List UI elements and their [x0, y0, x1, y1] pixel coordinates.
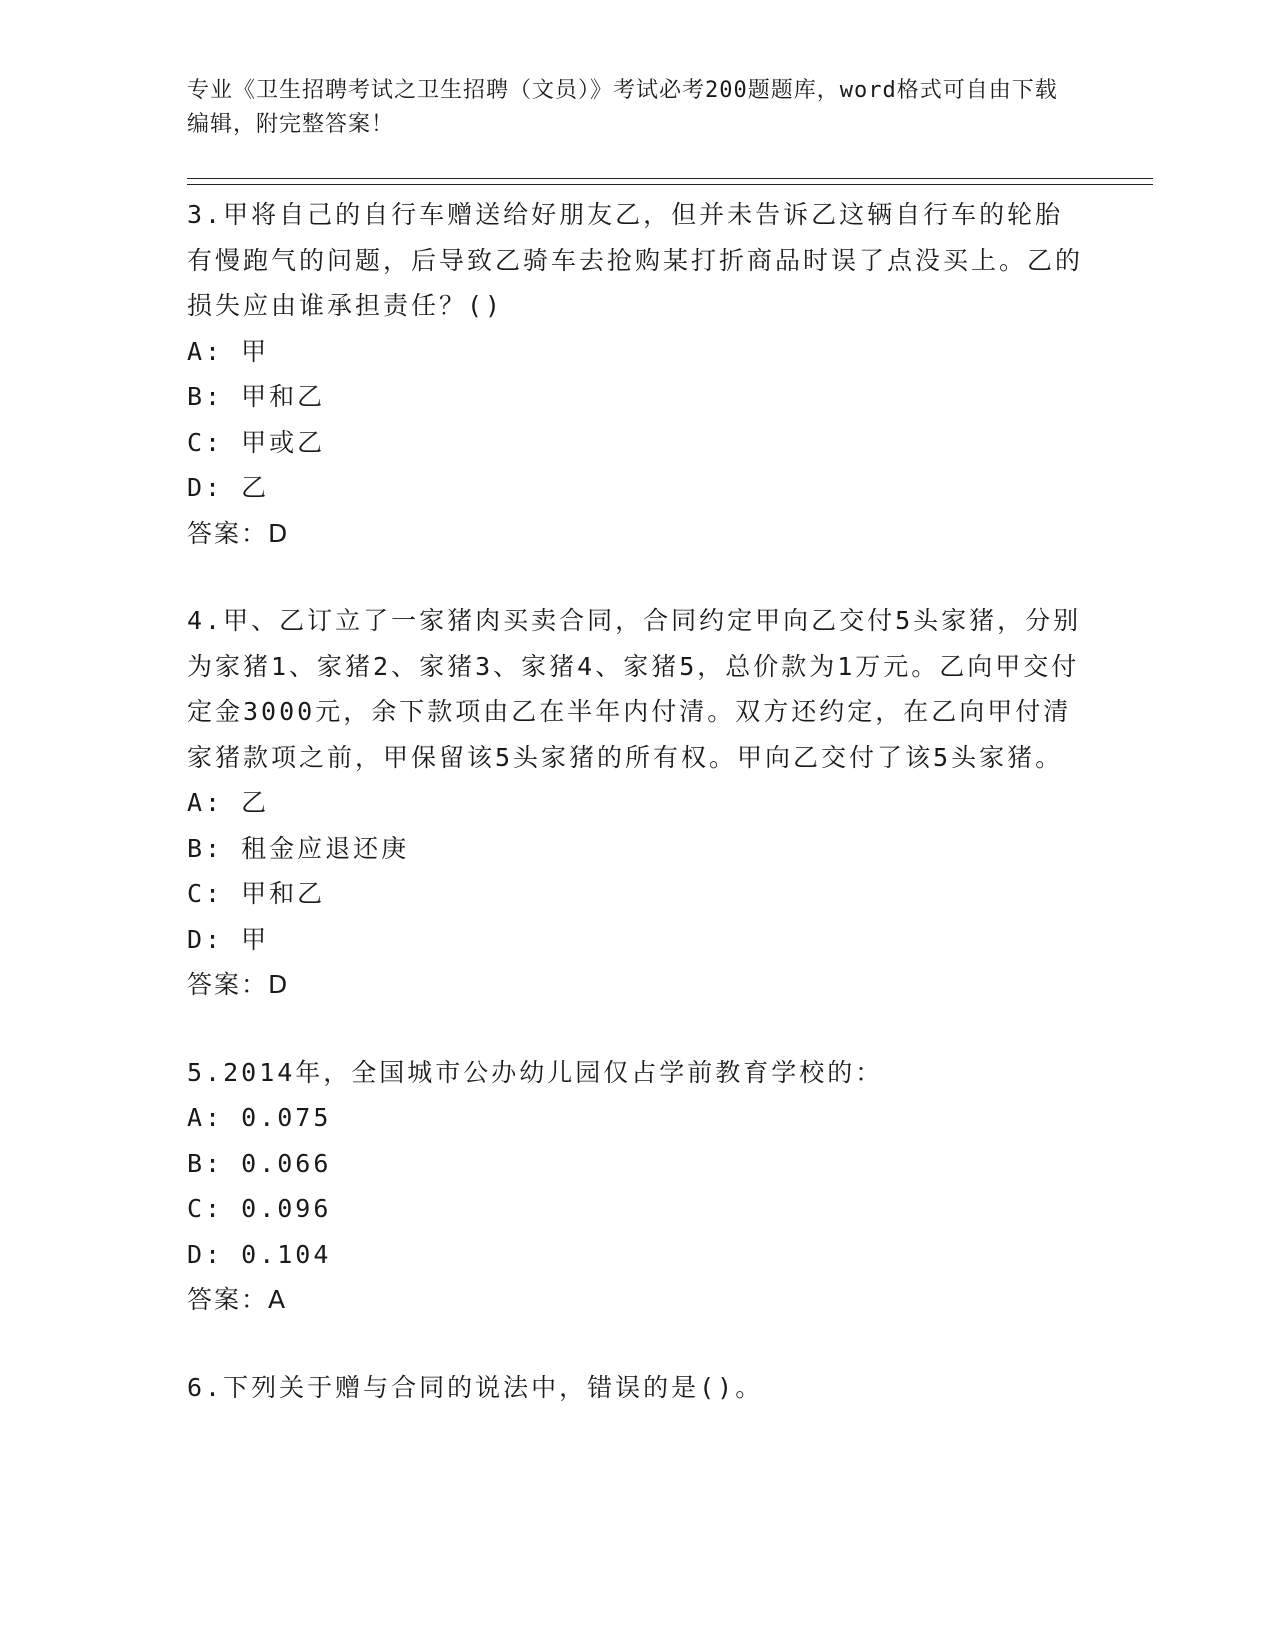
- option-c: C: 甲和乙: [187, 879, 326, 908]
- question-5: [187, 1050, 1087, 1323]
- document-header: 专业《卫生招聘考试之卫生招聘（文员）》考试必考200题题库，word格式可自由下载编辑，附完整答案！: [187, 78, 1058, 137]
- option-b: B: 租金应退还庚: [187, 833, 410, 863]
- question-stem: 3.甲将自己的自行车赠送给好朋友乙，但并未告诉乙这辆自行车的轮胎有慢跑气的问题，后导致乙骑车去抢购某打折商品时误了点没买上。乙的损失应由谁承担责任？(): [187, 200, 1084, 320]
- option-d: D: 乙: [187, 473, 270, 502]
- question-4: [187, 598, 1087, 1008]
- option-c: C: 甲或乙: [187, 427, 326, 457]
- option-a: A: 乙: [187, 788, 270, 817]
- option-d: D: 0.104: [187, 1239, 332, 1269]
- option-a: A: 甲: [187, 336, 270, 366]
- answer-line: 答案：D: [187, 970, 290, 999]
- answer-line: 答案：A: [187, 1285, 288, 1314]
- option-a: A: 0.075: [187, 1103, 332, 1132]
- question-stem: 4.甲、乙订立了一家猪肉买卖合同，合同约定甲向乙交付5头家猪，分别为家猪1、家猪2、家猪3、家猪4、家猪5，总价款为1万元。乙向甲交付定金3000元，余下款项由乙在半年内付清。双方还约定，在乙向甲付清家猪款项之前，甲保留该5头家猪的所有权。甲向乙交付了该5头家猪。: [187, 606, 1082, 772]
- option-b: B: 甲和乙: [187, 382, 326, 411]
- question-stem: 5.2014年，全国城市公办幼儿园仅占学前教育学校的：: [187, 1057, 884, 1087]
- question-stem: 6.下列关于赠与合同的说法中，错误的是()。: [187, 1372, 764, 1402]
- option-b: B: 0.066: [187, 1148, 332, 1178]
- option-d: D: 甲: [187, 924, 270, 954]
- question-6: [187, 1365, 1087, 1411]
- header-divider: [187, 178, 1153, 185]
- answer-line: 答案：D: [187, 518, 290, 548]
- option-c: C: 0.096: [187, 1194, 332, 1223]
- question-3: [187, 192, 1087, 556]
- question-list: [187, 192, 1087, 1452]
